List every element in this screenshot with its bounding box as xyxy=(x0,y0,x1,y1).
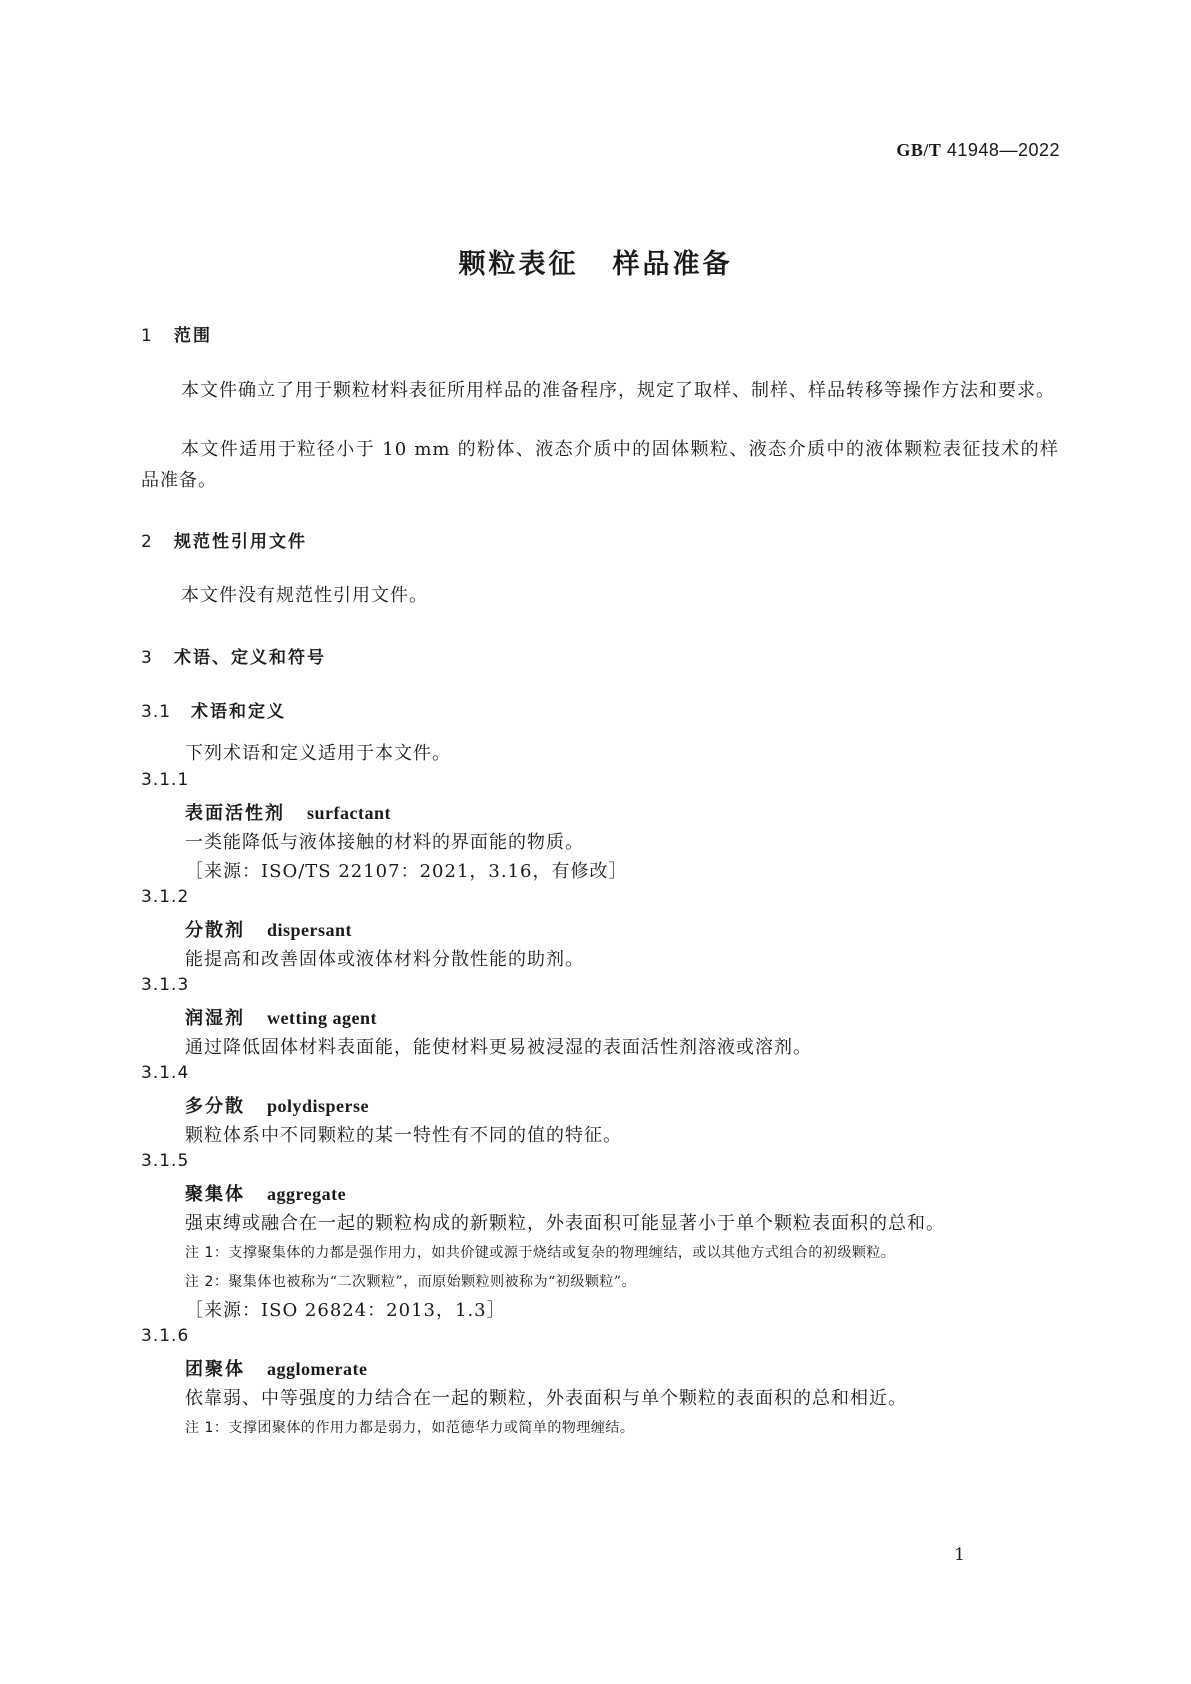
term-en: surfactant xyxy=(307,803,391,823)
term-source: ［来源：ISO/TS 22107：2021，3.16，有修改］ xyxy=(185,861,628,882)
term-heading xyxy=(185,916,352,942)
note-text: 支撑聚集体的力都是强作用力，如共价键或源于烧结或复杂的物理缠结，或以其他方式组合的初级颗粒。 xyxy=(228,1245,896,1261)
term-number: 3.1.6 xyxy=(141,1326,190,1346)
title-part1: 颗粒表征 xyxy=(458,249,579,280)
term-definition: 颗粒体系中不同颗粒的某一特性有不同的值的特征。 xyxy=(185,1125,622,1146)
section2-title: 规范性引用文件 xyxy=(174,532,307,552)
title-part2: 样品准备 xyxy=(612,249,733,280)
term-heading xyxy=(185,799,391,825)
term-note xyxy=(185,1271,636,1291)
term-en: agglomerate xyxy=(267,1359,368,1379)
term-heading xyxy=(185,1180,346,1206)
term-zh: 表面活性剂 xyxy=(185,803,285,824)
term-number: 3.1.4 xyxy=(141,1063,190,1083)
section1-para1: 本文件确立了用于颗粒材料表征所用样品的准备程序，规定了取样、制样、样品转移等操作方法和要求。 xyxy=(181,380,1055,401)
note-label: 注 1： xyxy=(185,1420,229,1436)
subsection-3-1-heading xyxy=(141,697,286,722)
term-zh: 聚集体 xyxy=(185,1184,245,1205)
term-en: dispersant xyxy=(267,920,353,940)
note-label: 注 1： xyxy=(185,1245,229,1261)
term-zh: 润湿剂 xyxy=(185,1008,245,1029)
section3-heading xyxy=(141,643,326,668)
term-zh: 多分散 xyxy=(185,1096,245,1117)
standard-number: 41948—2022 xyxy=(946,140,1060,160)
section2-number: 2 xyxy=(141,532,154,552)
section2-para1: 本文件没有规范性引用文件。 xyxy=(181,585,428,606)
term-definition: 通过降低固体材料表面能，能使材料更易被浸湿的表面活性剂溶液或溶剂。 xyxy=(185,1037,812,1058)
standard-id xyxy=(896,140,1060,161)
section1-heading xyxy=(141,321,212,346)
document-title xyxy=(0,242,1191,281)
term-definition: 能提高和改善固体或液体材料分散性能的助剂。 xyxy=(185,949,584,970)
subsection-3-1-number: 3.1 xyxy=(141,702,172,722)
term-definition: 一类能降低与液体接触的材料的界面能的物质。 xyxy=(185,832,584,853)
term-number: 3.1.2 xyxy=(141,887,190,907)
term-en: wetting agent xyxy=(267,1008,377,1028)
section1-title: 范围 xyxy=(174,326,212,346)
page-number: 1 xyxy=(954,1545,965,1565)
term-en: polydisperse xyxy=(267,1096,370,1116)
term-zh: 团聚体 xyxy=(185,1359,245,1380)
term-source: ［来源：ISO 26824：2013，1.3］ xyxy=(185,1300,506,1321)
term-number: 3.1.1 xyxy=(141,770,190,790)
term-definition: 依靠弱、中等强度的力结合在一起的颗粒，外表面积与单个颗粒的表面积的总和相近。 xyxy=(185,1388,907,1409)
section2-heading xyxy=(141,527,307,552)
section3-title: 术语、定义和符号 xyxy=(174,648,326,668)
section3-number: 3 xyxy=(141,648,154,668)
section1-number: 1 xyxy=(141,326,154,346)
term-note xyxy=(185,1242,895,1262)
note-label: 注 2： xyxy=(185,1274,229,1290)
standard-prefix: GB/T xyxy=(896,140,942,160)
term-number: 3.1.5 xyxy=(141,1151,190,1171)
subsection-3-1-intro: 下列术语和定义适用于本文件。 xyxy=(185,743,451,764)
note-text: 聚集体也被称为“二次颗粒”，而原始颗粒则被称为“初级颗粒”。 xyxy=(228,1274,636,1290)
term-heading xyxy=(185,1355,367,1381)
term-definition: 强束缚或融合在一起的颗粒构成的新颗粒，外表面积可能显著小于单个颗粒表面积的总和。 xyxy=(185,1213,945,1234)
section1-para2: 本文件适用于粒径小于 10 mm 的粉体、液态介质中的固体颗粒、液态介质中的液体颗粒表征技术的样品准备。 xyxy=(141,439,1059,491)
term-heading xyxy=(185,1092,369,1118)
term-note xyxy=(185,1417,634,1437)
term-number: 3.1.3 xyxy=(141,975,190,995)
note-text: 支撑团聚体的作用力都是弱力，如范德华力或简单的物理缠结。 xyxy=(228,1420,635,1436)
term-en: aggregate xyxy=(267,1184,347,1204)
subsection-3-1-title: 术语和定义 xyxy=(191,702,286,722)
term-zh: 分散剂 xyxy=(185,920,245,941)
term-heading xyxy=(185,1004,377,1030)
